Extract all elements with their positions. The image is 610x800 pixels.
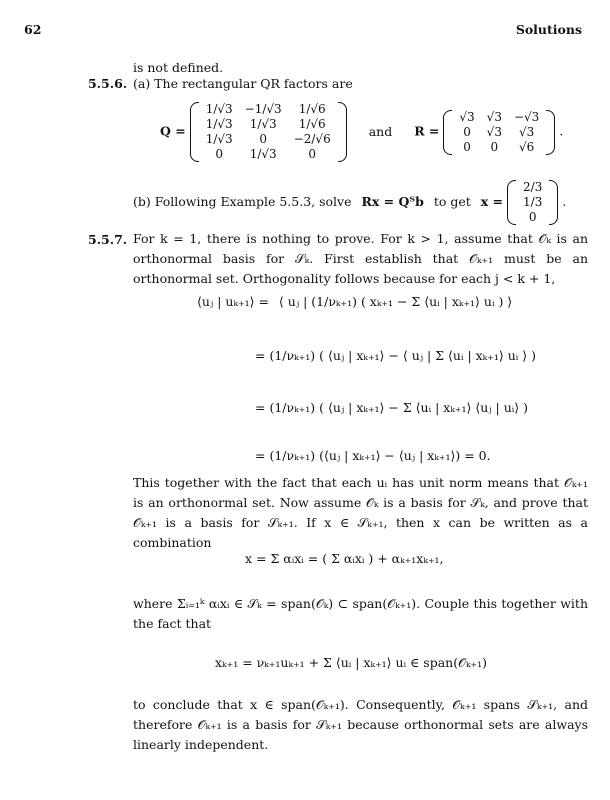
- paragraph-2: This together with the fact that each uᵢ has unit norm means that 𝒪ₖ₊₁ is an orthonormal set. Now assume 𝒪ₖ is a basis for 𝒮ₖ, and prove that 𝒪ₖ₊₁ is a basis for 𝒮ₖ₊₁. If x ∈ 𝒮ₖ₊₁, then x can be written as a combination: [133, 475, 588, 550]
- q-row: 0 1/√3 0: [215, 147, 317, 161]
- r-matrix: [443, 110, 555, 155]
- paragraph-4: to conclude that x ∈ span(𝒪ₖ₊₁). Consequently, 𝒪ₖ₊₁ spans 𝒮ₖ₊₁, and therefore 𝒪ₖ₊₁ is a basis for 𝒮ₖ₊₁ because orthonormal sets are always linearly independent.: [133, 697, 588, 752]
- part-b-mid: to get: [433, 194, 471, 209]
- paragraph-1: For k = 1, there is nothing to prove. For k > 1, assume that 𝒪ₖ is an orthonormal basis for 𝒮ₖ. First establish that 𝒪ₖ₊₁ must be an orthonormal set. Orthogonality follows because for each j < k + 1,: [133, 231, 588, 286]
- part-b-line: (b) Following Example 5.5.3, solve Rx = Qᵀb to get x = 2/3 1/3 0 .: [133, 180, 567, 224]
- q-row: 1/√3 0 −2/√6: [205, 132, 331, 146]
- q-matrix: [190, 102, 347, 162]
- intro-line: is not defined.: [133, 60, 224, 75]
- qr-equation: Q = 1/√3 −1/√3 1/√6 1/√3 1/√3 1/√6 1/√3 0 −2/√6 0 1/√3 0 and R = √3 √3 −√3 0 √3 √3 0 0 √6 .: [160, 102, 564, 161]
- r-label: R =: [414, 123, 440, 139]
- r-row: 0 0 √6: [463, 139, 535, 154]
- part-b-equation: Rx = Qᵀb: [361, 194, 424, 209]
- eq-line-1: ⟨uⱼ | uₖ₊₁⟩ = ⟨ uⱼ | (1/νₖ₊₁) ( xₖ₊₁ − Σ ⟨uᵢ | xₖ₊₁⟩ uᵢ ) ⟩: [197, 294, 513, 309]
- eq-line-2: = (1/νₖ₊₁) ( ⟨uⱼ | xₖ₊₁⟩ − ⟨ uⱼ | Σ ⟨uᵢ | xₖ₊₁⟩ uᵢ ⟩ ): [255, 348, 536, 363]
- q-label: Q =: [160, 123, 186, 139]
- q-row: 1/√3 1/√3 1/√6: [205, 117, 326, 131]
- combination-equation: x = Σ αᵢxᵢ = ( Σ αᵢxᵢ ) + αₖ₊₁xₖ₊₁,: [245, 551, 444, 566]
- paragraph-3: where Σᵢ₌₁ᵏ αᵢxᵢ ∈ 𝒮ₖ = span(𝒪ₖ) ⊂ span(𝒪ₖ₊₁). Couple this together with the fact that: [133, 596, 588, 631]
- x-vector: 2/3 1/3 0: [507, 180, 558, 225]
- q-row: 1/√3 −1/√3 1/√6: [205, 102, 326, 116]
- part-b-text: (b) Following Example 5.5.3, solve: [133, 194, 352, 209]
- page-number: 62: [24, 22, 42, 37]
- eq-line-4: = (1/νₖ₊₁) (⟨uⱼ | xₖ₊₁⟩ − ⟨uⱼ | xₖ₊₁⟩) = 0.: [255, 448, 491, 463]
- eq-line-3: = (1/νₖ₊₁) ( ⟨uⱼ | xₖ₊₁⟩ − Σ ⟨uᵢ | xₖ₊₁⟩ ⟨uⱼ | uᵢ⟩ ): [255, 400, 529, 415]
- r-row: 0 √3 √3: [463, 124, 535, 139]
- running-header: Solutions: [515, 22, 582, 37]
- problem-number-557: 5.5.7.: [88, 232, 128, 247]
- x-label: x =: [480, 194, 504, 209]
- final-equation: xₖ₊₁ = νₖ₊₁uₖ₊₁ + Σ ⟨uᵢ | xₖ₊₁⟩ uᵢ ∈ span(𝒪ₖ₊₁): [215, 655, 488, 670]
- and-word: and: [368, 123, 393, 139]
- problem-number-556: 5.5.6.: [88, 76, 128, 91]
- part-a-text: (a) The rectangular QR factors are: [133, 76, 353, 91]
- r-row: √3 √3 −√3: [459, 109, 540, 124]
